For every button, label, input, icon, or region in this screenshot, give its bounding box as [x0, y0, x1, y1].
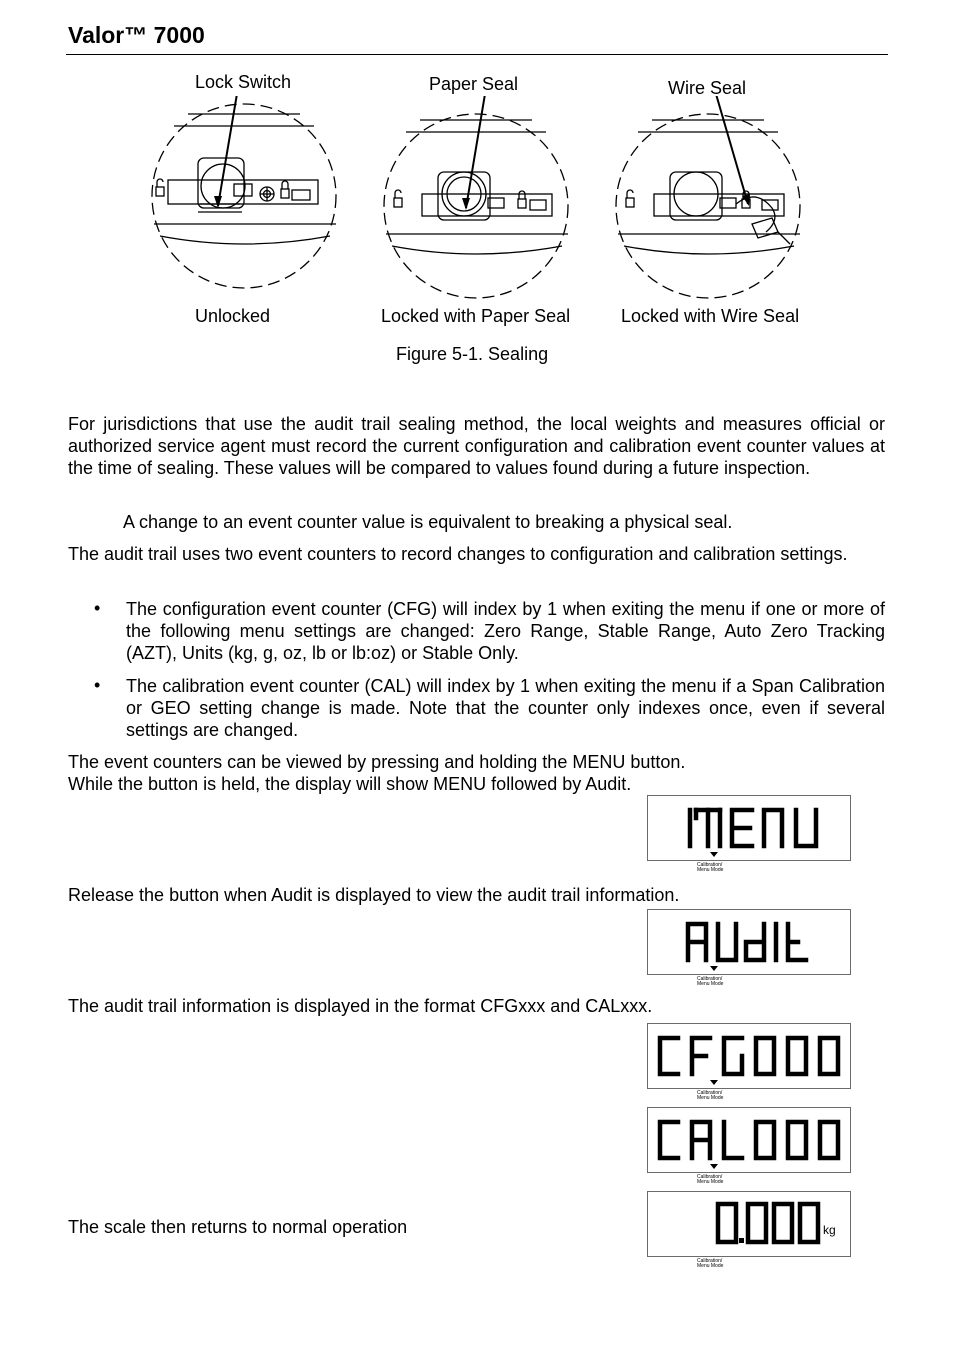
paragraph-view-counters: The event counters can be viewed by pressing and holding the MENU button. [68, 752, 686, 772]
label-lock-switch: Lock Switch [195, 72, 292, 92]
paragraph-release-button: Release the button when Audit is displayed to view the audit trail information. [68, 885, 680, 905]
bullet-cfg-counter: The configuration event counter (CFG) will index by 1 when exiting the menu if one or more of the following menu settings are changed: Zero Range, Stable Range, Auto Zero Tracking (AZT), Units (kg, g, oz, lb or lb:oz) or Stable Only. [126, 599, 885, 663]
display-zero-weight [647, 1191, 851, 1257]
wire-seal-illustration [612, 96, 808, 306]
caption-locked-wire: Locked with Wire Seal [621, 306, 800, 326]
display-cfg-digits [648, 1024, 850, 1088]
display-menu-digits [648, 796, 850, 860]
paragraph-two-counters: The audit trail uses two event counters to record changes to configuration and calibration settings. [68, 544, 848, 564]
caption-locked-paper: Locked with Paper Seal [381, 306, 571, 326]
display-audit-mode-label: Calibration/ Menu Mode [697, 976, 724, 987]
display-cfg-mode-label: Calibration/ Menu Mode [697, 1090, 724, 1101]
bullet-marker: • [94, 675, 101, 695]
paragraph-format: The audit trail information is displayed in the format CFGxxx and CALxxx. [68, 996, 653, 1016]
bullet-cal-counter: The calibration event counter (CAL) will index by 1 when exiting the menu if a Span Calibration or GEO setting change is made. Note that the counter only indexes once, even if several settings are changed. [126, 676, 885, 740]
figure-caption: Figure 5-1. Sealing [396, 344, 549, 364]
display-audit [647, 909, 851, 975]
page-header-title: Valor™ 7000 [68, 22, 205, 48]
paper-seal-illustration [380, 96, 576, 306]
paragraph-menu-audit: While the button is held, the display will show MENU followed by Audit. [68, 774, 632, 794]
display-cfg [647, 1023, 851, 1089]
display-zero-weight-digits [648, 1192, 850, 1256]
unlocked-lock-illustration [148, 96, 344, 306]
display-cal [647, 1107, 851, 1173]
paragraph-normal-operation: The scale then returns to normal operation [68, 1217, 408, 1237]
display-menu-mode-label: Calibration/ Menu Mode [697, 862, 724, 873]
caption-unlocked: Unlocked [195, 306, 271, 326]
label-paper-seal: Paper Seal [429, 74, 519, 94]
display-cal-mode-label: Calibration/ Menu Mode [697, 1174, 724, 1185]
paragraph-event-counter-note: A change to an event counter value is equivalent to breaking a physical seal. [123, 512, 733, 532]
paragraph-audit-trail-intro: For jurisdictions that use the audit trail sealing method, the local weights and measures official or authorized service agent must record the current configuration and calibration event counter values at the time of sealing. These values will be compared to values found during a future inspection. [68, 414, 885, 478]
display-menu [647, 795, 851, 861]
display-cal-digits [648, 1108, 850, 1172]
display-zero-mode-label: Calibration/ Menu Mode [697, 1258, 724, 1269]
label-wire-seal: Wire Seal [668, 78, 747, 98]
display-unit-kg: kg [823, 1223, 836, 1237]
header-divider [66, 54, 888, 55]
bullet-marker: • [94, 598, 101, 618]
display-audit-digits [648, 910, 850, 974]
